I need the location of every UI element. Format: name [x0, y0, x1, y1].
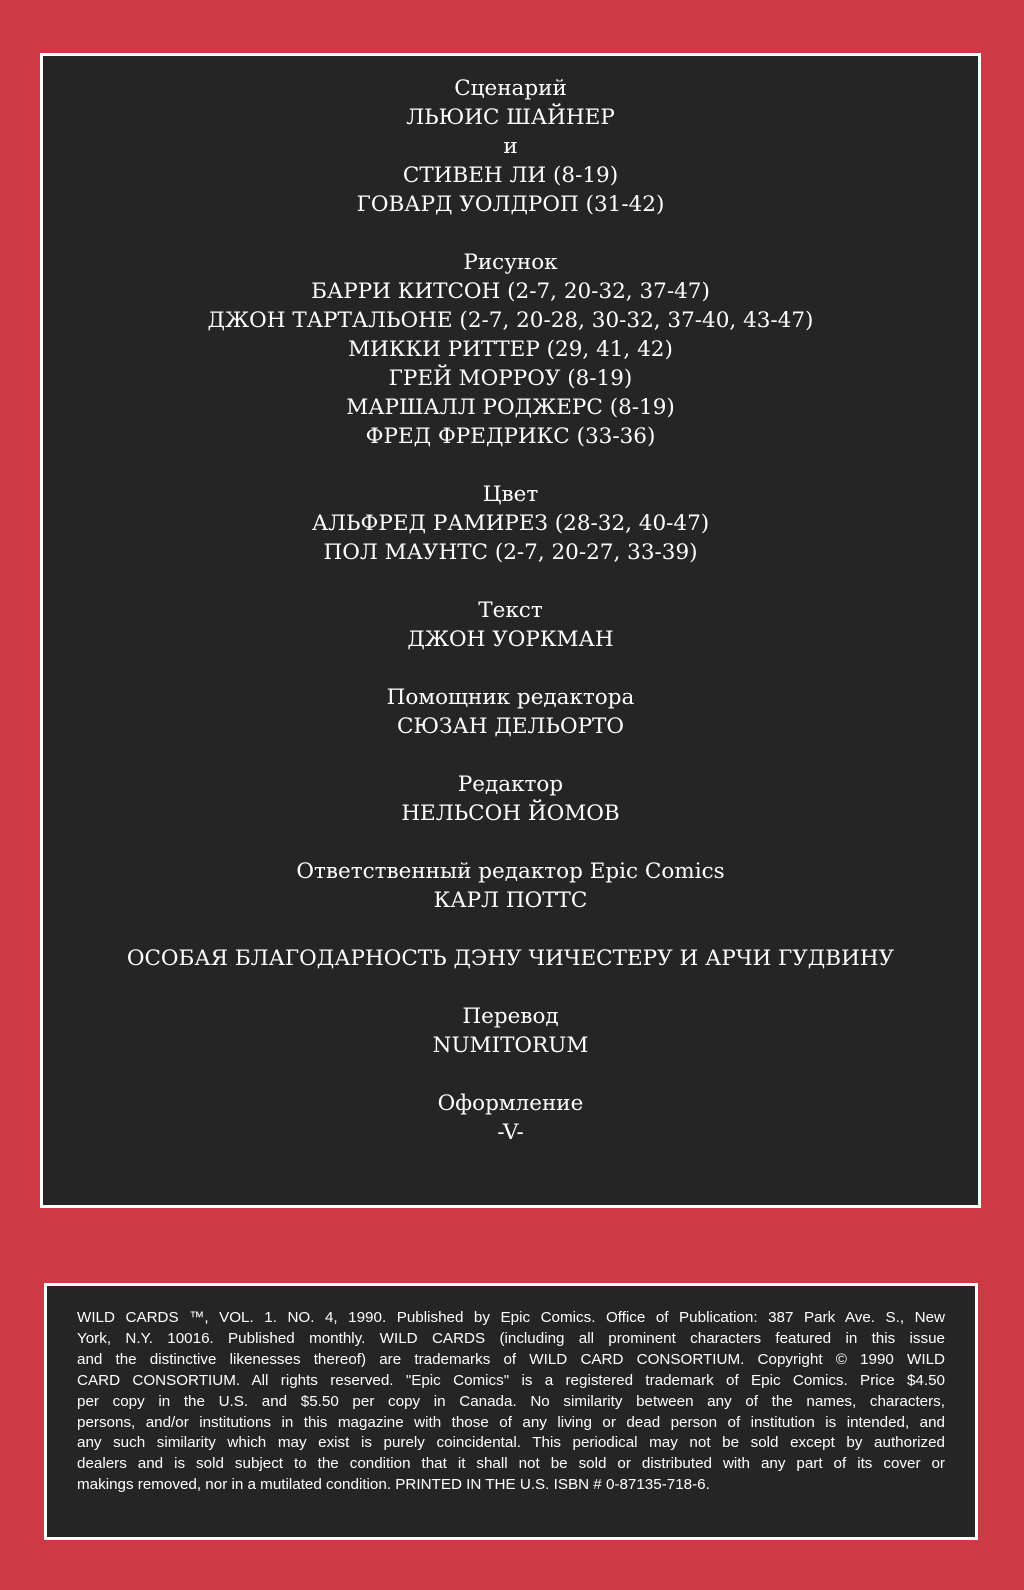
credit-heading: Рисунок — [463, 250, 558, 275]
credit-block-assistant-editor — [43, 683, 978, 741]
credit-heading: Сценарий — [454, 76, 567, 101]
credit-heading: Редактор — [457, 772, 564, 797]
credit-block-design — [43, 1089, 978, 1147]
credit-heading: Перевод — [462, 1004, 559, 1029]
legal-line: any such similarity which may exist is purely coincidental. This periodical may not be sold except by authorized — [77, 1434, 945, 1452]
credit-name: ДЖОН ТАРТАЛЬОНЕ (2-7, 20-28, 30-32, 37-40, 43-47) — [207, 308, 814, 333]
special-thanks: ОСОБАЯ БЛАГОДАРНОСТЬ ДЭНУ ЧИЧЕСТЕРУ И АРЧИ ГУДВИНУ — [126, 946, 895, 971]
credit-block-script — [43, 74, 978, 219]
credit-heading: Оформление — [437, 1091, 584, 1116]
legal-line: per copy in the U.S. and $5.50 per copy in Canada. No similarity between any of the names, characters, — [77, 1392, 945, 1410]
credit-heading: Помощник редактора — [386, 685, 635, 710]
credit-name: NUMITORUM — [432, 1033, 589, 1058]
legal-line: and the distinctive likenesses thereof) are trademarks of WILD CARD CONSORTIUM. Copyright © 1990 WILD — [77, 1350, 945, 1368]
legal-line: WILD CARDS ™, VOL. 1. NO. 4, 1990. Published by Epic Comics. Office of Publication: 387 Park Ave. S., New — [77, 1309, 945, 1326]
credit-block-art — [43, 248, 978, 451]
credit-block-color — [43, 480, 978, 567]
credit-name: МАРШАЛЛ РОДЖЕРС (8-19) — [346, 395, 675, 420]
legal-line: makings removed, nor in a mutilated condition. PRINTED IN THE U.S. ISBN # 0-87135-718-6. — [77, 1476, 710, 1494]
legal-line: dealers and is sold subject to the condition that it shall not be sold or distributed with any part of its cover or — [77, 1455, 945, 1473]
legal-line: York, N.Y. 10016. Published monthly. WILD CARDS (including all prominent characters featured in this issue — [77, 1329, 945, 1347]
legal-text — [77, 1308, 945, 1496]
credit-name: ЛЬЮИС ШАЙНЕР — [406, 105, 615, 130]
credit-name: КАРЛ ПОТТС — [433, 888, 588, 913]
credit-name: ГОВАРД УОЛДРОП (31-42) — [356, 192, 665, 217]
legal-line: CARD CONSORTIUM. All rights reserved. "Epic Comics" is a registered trademark of Epic Comics. Price $4.50 — [77, 1371, 945, 1389]
credit-name: ГРЕЙ МОРРОУ (8-19) — [388, 366, 633, 391]
credit-heading: Цвет — [482, 482, 539, 507]
credit-name: НЕЛЬСОН ЙОМОВ — [401, 801, 620, 826]
credit-block-thanks — [43, 944, 978, 973]
credit-block-translation — [43, 1002, 978, 1060]
credit-name: ПОЛ МАУНТС (2-7, 20-27, 33-39) — [323, 540, 698, 565]
credits-list — [43, 74, 978, 1176]
legal-line: persons, and/or institutions in this magazine with those of any living or dead person of institution is intended, and — [77, 1413, 945, 1431]
credit-name: СЮЗАН ДЕЛЬОРТО — [396, 714, 625, 739]
credit-name: ДЖОН УОРКМАН — [407, 627, 614, 652]
credit-name: МИККИ РИТТЕР (29, 41, 42) — [348, 337, 673, 362]
credit-heading: Текст — [478, 598, 543, 623]
credit-block-editor — [43, 770, 978, 828]
credit-name: -V- — [497, 1120, 524, 1145]
credit-name: ФРЕД ФРЕДРИКС (33-36) — [365, 424, 656, 449]
credit-heading: Ответственный редактор Epic Comics — [296, 859, 725, 884]
credit-name: АЛЬФРЕД РАМИРЕЗ (28-32, 40-47) — [311, 511, 710, 536]
credits-panel — [40, 53, 981, 1208]
credit-name: СТИВЕН ЛИ (8-19) — [402, 163, 619, 188]
legal-panel — [44, 1283, 978, 1540]
credit-name: БАРРИ КИТСОН (2-7, 20-32, 37-47) — [311, 279, 710, 304]
credit-name: и — [503, 134, 518, 159]
credit-block-letters — [43, 596, 978, 654]
credit-block-executive-editor — [43, 857, 978, 915]
